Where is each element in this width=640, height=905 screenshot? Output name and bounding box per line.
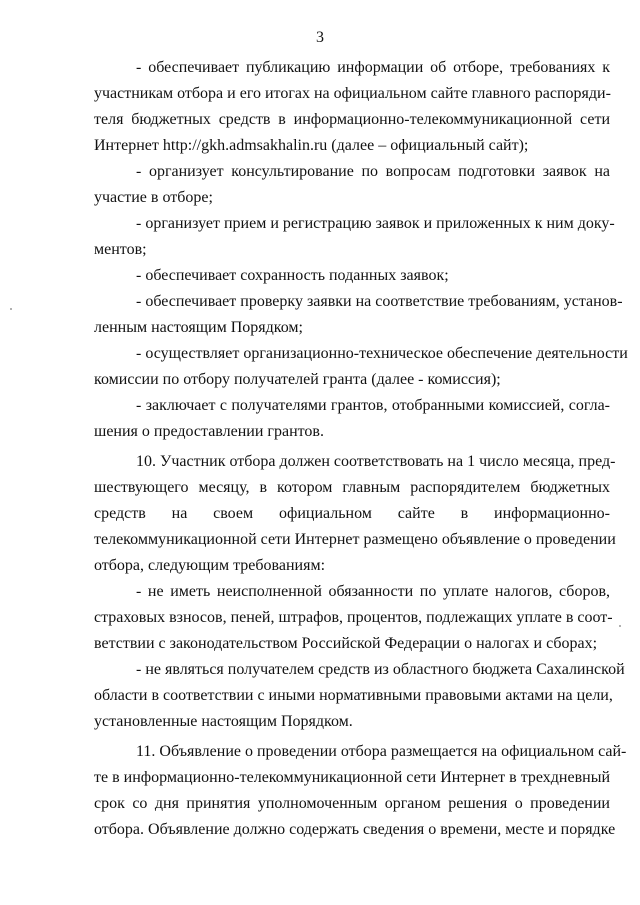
- text-line: - заключает с получателями грантов, отобранными комиссией, согла-: [136, 397, 610, 414]
- text-line: участие в отборе;: [94, 189, 213, 206]
- text-line: отбора. Объявление должно содержать сведения о времени, месте и порядке: [94, 821, 616, 838]
- text-line: 10. Участник отбора должен соответствовать на 1 число месяца, пред-: [136, 453, 616, 470]
- text-line: 11. Объявление о проведении отбора размещается на официальном сай-: [136, 743, 627, 760]
- text-line: комиссии по отбору получателей гранта (далее - комиссия);: [94, 371, 501, 388]
- text-line: те в информационно-телекоммуникационной сети Интернет в трехдневный: [94, 769, 610, 786]
- scan-speck: [619, 625, 621, 627]
- text-line: страховых взносов, пеней, штрафов, процентов, подлежащих уплате в соот-: [94, 609, 613, 626]
- text-line: участникам отбора и его итогах на официальном сайте главного распоряди-: [94, 85, 611, 102]
- text-line: шения о предоставлении грантов.: [94, 423, 324, 440]
- text-line: - обеспечивает публикацию информации об отборе, требованиях к: [136, 59, 610, 76]
- text-line: телекоммуникационной сети Интернет размещено объявление о проведении: [94, 531, 616, 548]
- text-line: области в соответствии с иными нормативными правовыми актами на цели,: [94, 687, 613, 704]
- text-line: - осуществляет организационно-техническое обеспечение деятельности: [136, 345, 628, 362]
- text-line: ветствии с законодательством Российской Федерации о налогах и сборах;: [94, 635, 598, 652]
- text-line: теля бюджетных средств в информационно-телекоммуникационной сети: [94, 111, 610, 128]
- text-line: - не иметь неисполненной обязанности по уплате налогов, сборов,: [136, 583, 610, 600]
- scan-speck: [10, 308, 12, 310]
- text-line: - обеспечивает проверку заявки на соответствие требованиям, установ-: [136, 293, 623, 310]
- text-line: шествующего месяцу, в котором главным распорядителем бюджетных: [94, 479, 610, 496]
- text-line: - организует консультирование по вопросам подготовки заявок на: [136, 163, 610, 180]
- text-line: ментов;: [94, 241, 147, 258]
- text-line: срок со дня принятия уполномоченным органом решения о проведении: [94, 795, 610, 812]
- text-line: Интернет http://gkh.admsakhalin.ru (далее – официальный сайт);: [94, 137, 529, 154]
- text-line: средств на своем официальном сайте в информационно-: [94, 505, 610, 522]
- page-number: 3: [316, 29, 324, 46]
- text-line: отбора, следующим требованиям:: [94, 557, 326, 574]
- text-line: установленные настоящим Порядком.: [94, 713, 353, 730]
- text-line: - не являться получателем средств из областного бюджета Сахалинской: [136, 661, 625, 678]
- text-line: ленным настоящим Порядком;: [94, 319, 303, 336]
- text-line: - обеспечивает сохранность поданных заявок;: [136, 267, 449, 284]
- text-line: - организует прием и регистрацию заявок и приложенных к ним доку-: [136, 215, 615, 232]
